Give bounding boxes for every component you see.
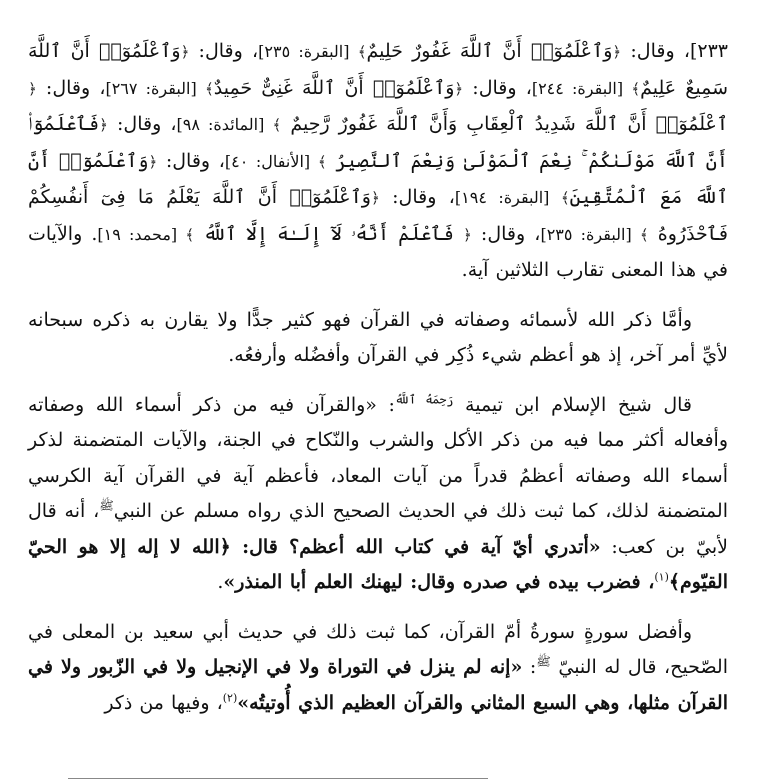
ornate-bracket: ﴿ [454,79,464,98]
body-text: ٢٣٣]، وقال: [621,40,729,62]
verse-reference: [البقرة: ١٩٤] [454,188,561,207]
hadith-quote: «إنه لم ينزل في التوراة ولا في الإنجيل ولا في الزّبور ولا في القرآن مثلها، وهي السبع المثاني والقرآن العظيم الذي أُوتيتُه» [28,656,728,714]
quran-verse: فَٱعْلَمْ أَنَّهُۥ لَآ إِلَـٰهَ إِلَّا ٱللَّهُ [194,222,464,245]
verse-reference: [الأنفال: ٤٠] [224,151,318,171]
ornate-bracket: ﴿ [370,189,380,207]
body-text: قال شيخ الإسلام ابن تيمية [453,393,692,416]
body-text: ، وقال: [471,222,541,245]
quran-verse: ٱعْلَمُوٓا۟ أَنَّ ٱللَّهَ شَدِيدُ ٱلْعِقَابِ وَأَنَّ ٱللَّهَ غَفُورٌ رَّحِيمٌ [281,113,728,135]
ornate-bracket: ﴿ [463,225,472,244]
hadith-quote: ، فضرب بيده في صدره وقال: ليهنك العلم أبا المنذر» [223,571,655,593]
footnote-marker: (٢) [222,691,238,705]
quran-verse: وَٱعْلَمُوٓا۟ أَنَّ ٱللَّهَ غَفُورٌ حَلِيمٌ [366,40,613,62]
body-text: ، وقال: [36,76,106,99]
body-text: وأفضل سورةٍ سورةُ أمّ القرآن، كما ثبت ذلك في حديث أبي سعيد بن المعلى في الصّحيح، قال له النبيّ [28,620,728,678]
ornate-bracket: ﴿ [28,79,37,98]
quran-verse: وَٱعْلَمُوٓا۟ أَنَّ ٱللَّهَ مَعَ ٱلْمُتَّقِينَ [28,149,728,208]
footnote-marker: (١) [654,570,669,584]
ornate-bracket: ﴿ [148,152,158,171]
quran-verse: وَٱعْلَمُوٓا۟ أَنَّ ٱللَّهَ سَمِيعٌ عَلِيمٌ [28,40,728,99]
ornate-bracket: ﴾ [317,152,327,171]
verse-reference: [محمد: ١٩] [97,224,186,244]
honorific-glyph: ﷺ [99,498,114,513]
paragraph-verses-list [28,34,728,289]
body-text: : «والقرآن فيه من ذكر أسماء الله وصفاته وأفعاله أكثر مما فيه من ذكر الأكل والشرب والنّكاح في الجنة، والآيات المتضمنة لذكر أسماء الله وصفاته أعظمُ قدراً من آيات المعاد، فأعظم آية في القرآن آية الكرسي المتضمنة لذلك، كما ثبت ذلك في الحديث الصحيح الذي رواه مسلم عن النبي [28,393,728,522]
paragraph-fatiha [28,615,728,722]
hadith-quote: «أتدري أيّ آية في كتاب الله أعظم؟ قال: ﴿الله لا إله إلا هو الحيّ القيّوم﴾ [28,535,728,593]
book-page [28,34,728,721]
body-text: ، وقال: [189,40,259,62]
ornate-bracket: ﴾ [204,79,214,98]
verse-reference: [البقرة: ٢٤٤] [531,78,632,98]
verse-reference: [المائدة: ٩٨] [176,115,273,134]
quran-verse: وَٱعْلَمُوٓا۟ أَنَّ ٱللَّهَ غَنِىٌّ حَمِيدٌ [213,76,455,99]
body-text: ، وقال: [157,149,225,172]
quran-verse: وَٱعْلَمُوٓا۟ أَنَّ ٱللَّهَ يَعْلَمُ مَا فِىٓ أَنفُسِكُمْ فَٱحْذَرُوهُ [28,186,729,245]
body-text: وأمَّا ذكر الله لأسمائه وصفاته في القرآن فهو كثير جدًّا ولا يقارن به ذكره سبحانه لأيِّ أمر آخر، إذ هو أعظم شيء ذُكِر في القرآن وأفضُله وأرفعُه. [28,308,728,366]
footnote-separator-line [68,778,488,779]
body-text: ، وقال: [379,186,455,208]
ornate-bracket: ﴿ [612,43,622,61]
ornate-bracket: ﴾ [185,225,195,244]
paragraph-ibn-taymiyyah-quote [28,388,728,601]
honorific-glyph: رَحِمَهُ ٱللَّهُ [394,392,454,407]
verse-reference: [البقرة: ٢٣٥] [258,42,358,61]
body-text: : [522,656,537,678]
paragraph-names-attributes [28,303,728,374]
ornate-bracket: ﴾ [272,116,282,134]
body-text: ، وقال: [463,76,532,99]
quran-verse: فَٱعْلَمُوٓا۟ أَنَّ ٱللَّهَ مَوْلَىٰكُمْ ۚ نِعْمَ ٱلْمَوْلَىٰ وَنِعْمَ ٱلنَّصِيرُ [28,113,729,172]
ornate-bracket: ﴾ [639,225,649,244]
ornate-bracket: ﴿ [99,116,108,134]
body-text: . والآيات في هذا المعنى تقارب الثلاثين آية. [28,222,728,281]
body-text: ، أنه قال لأبيّ بن كعب: [28,500,728,558]
body-text: . [217,571,224,593]
body-text: ، وفيها من ذكر [104,691,223,714]
ornate-bracket: ﴿ [180,43,190,61]
ornate-bracket: ﴾ [357,43,367,61]
ornate-bracket: ﴾ [631,79,641,98]
verse-reference: [البقرة: ٢٦٧] [105,78,205,98]
honorific-glyph: ﷺ [536,654,551,669]
body-text: ، وقال: [107,113,177,135]
verse-reference: [البقرة: ٢٣٥] [540,224,640,244]
ornate-bracket: ﴾ [560,189,570,207]
